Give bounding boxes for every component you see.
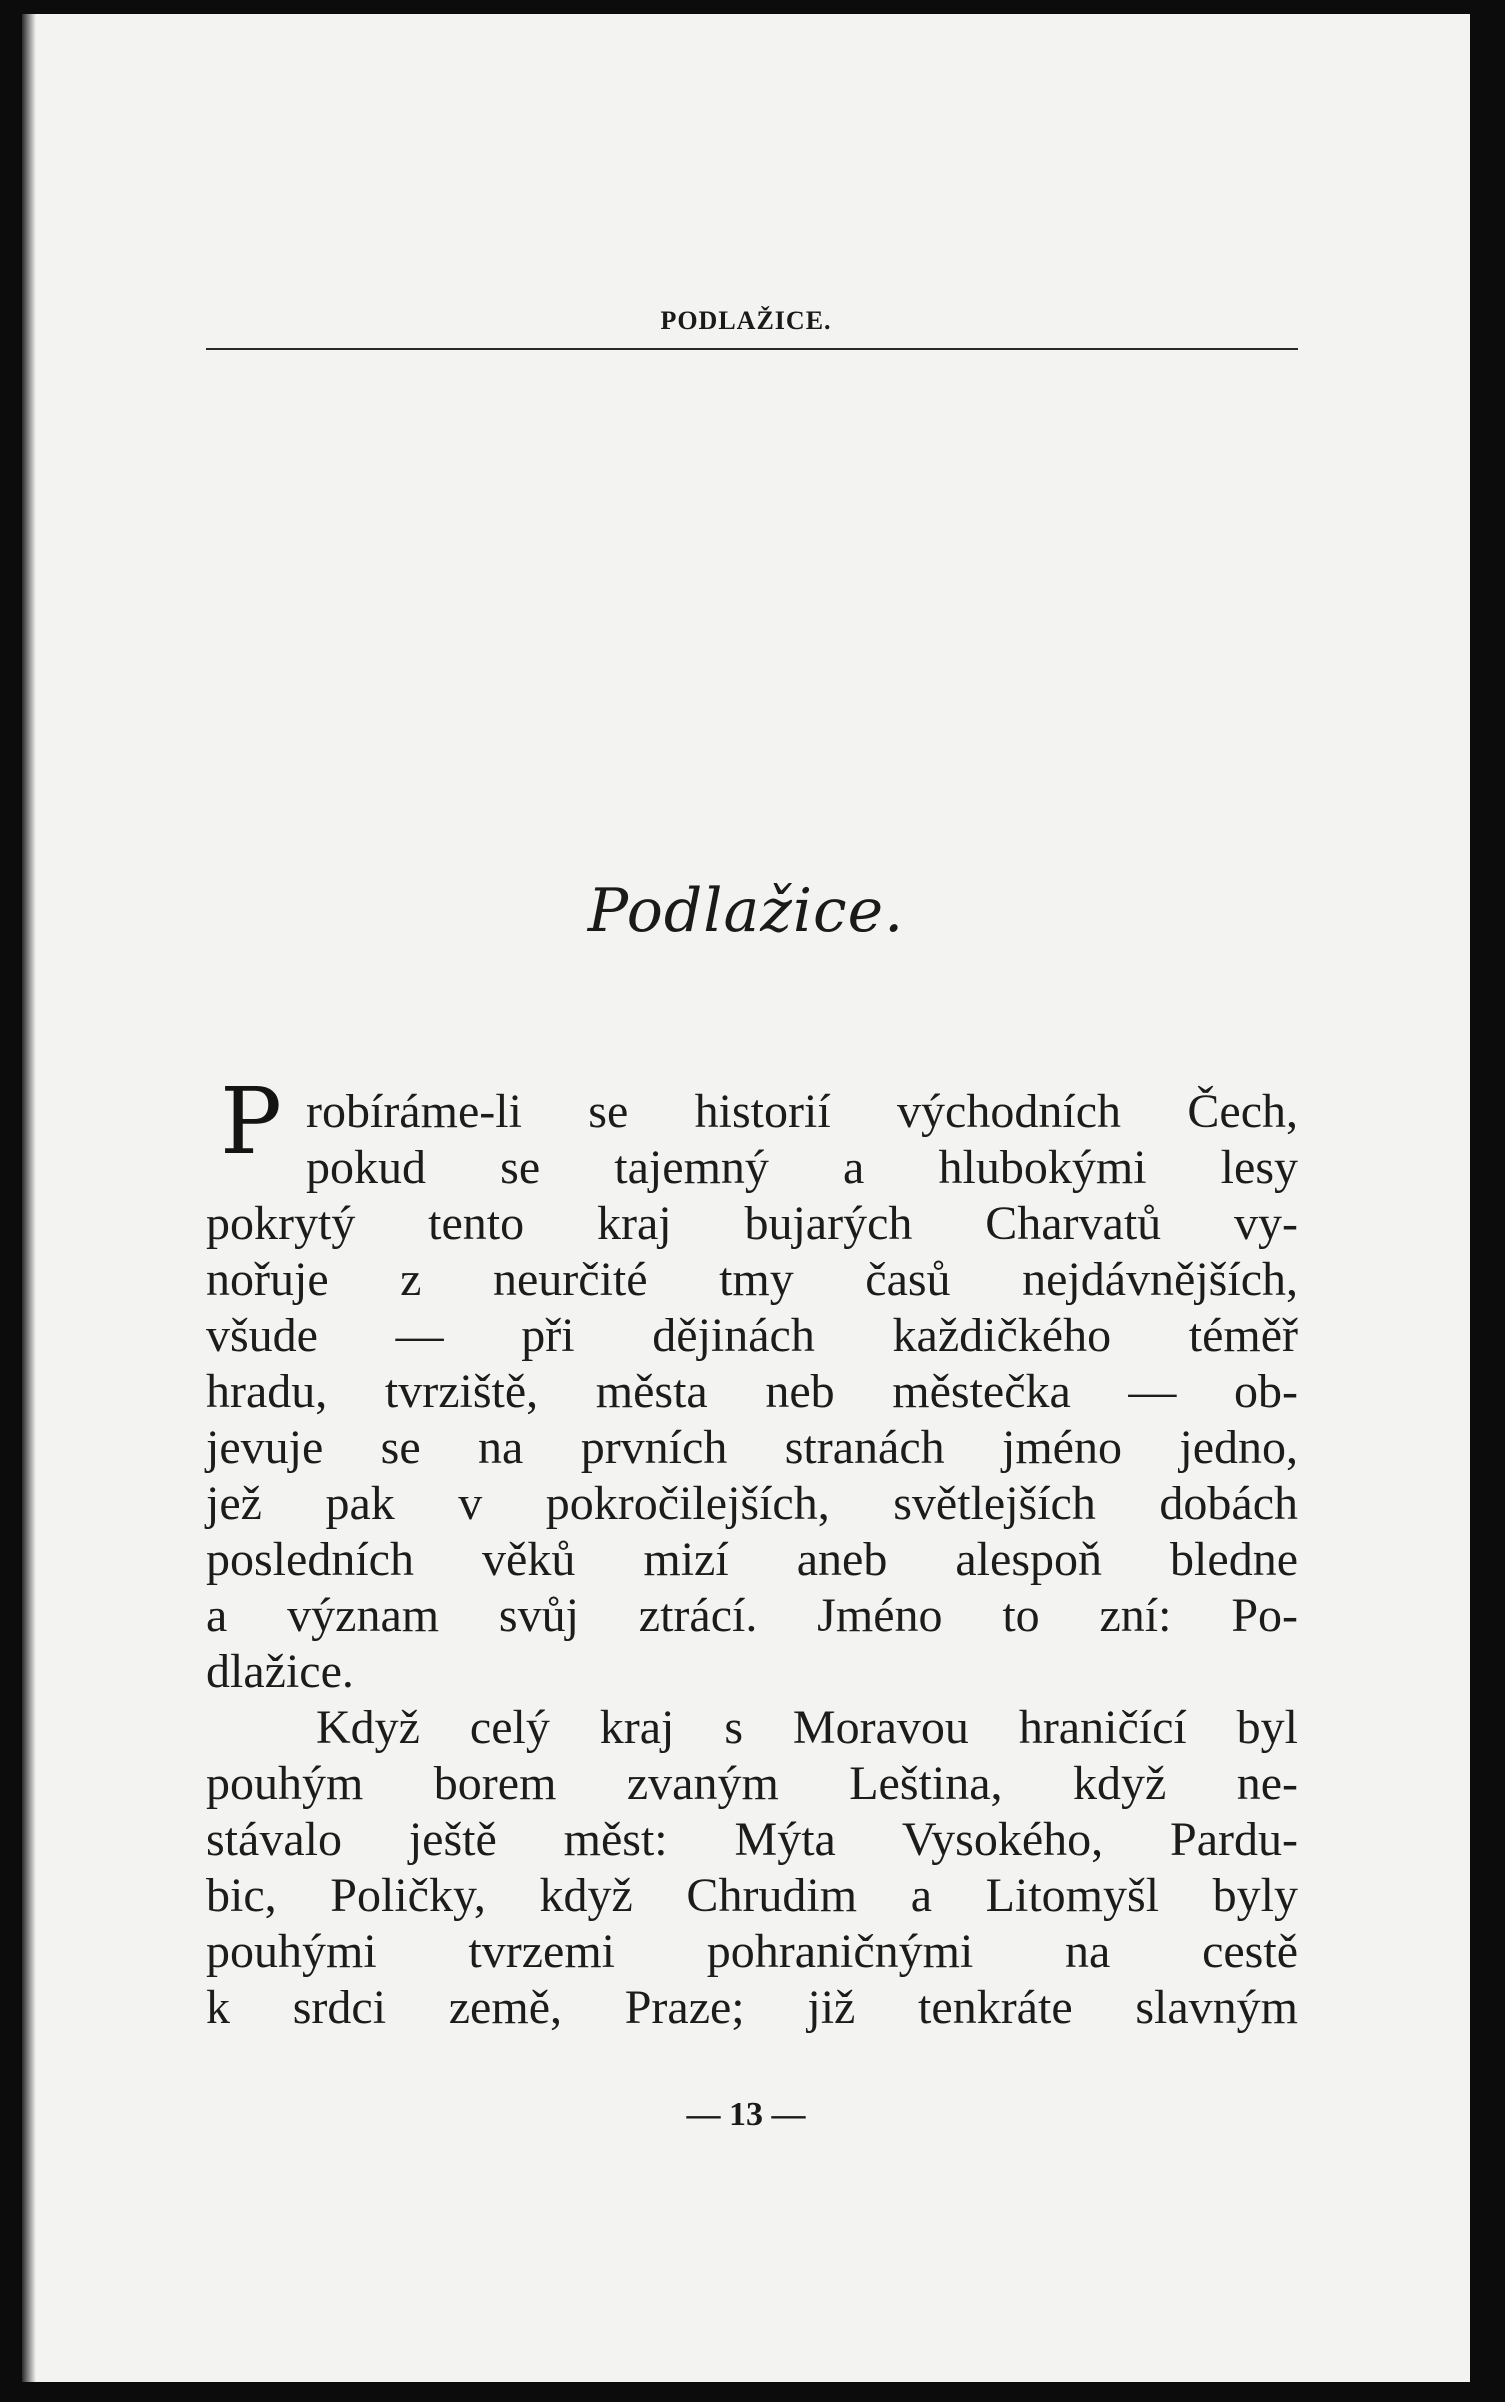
body-text bbox=[206, 1084, 1298, 2036]
drop-cap: P bbox=[220, 1068, 282, 1175]
chapter-title: Podlažice. bbox=[587, 876, 905, 946]
paragraph-2-line-2: pouhým borem zvaným Leština, když ne- bbox=[206, 1757, 1298, 1810]
paragraph-1-line-9: posledních věků mizí aneb alespoň bledne bbox=[206, 1533, 1298, 1586]
paragraph-2-line-6: k srdci země, Praze; již tenkráte slavným bbox=[206, 1981, 1298, 2034]
book-page bbox=[22, 14, 1470, 2382]
paragraph-1-line-1: robíráme-li se historií východních Čech, bbox=[306, 1085, 1298, 1138]
paragraph-1-line-5: všude — při dějinách každičkého téměř bbox=[206, 1309, 1298, 1362]
paragraph-1-line-11: dlažice. bbox=[206, 1645, 354, 1698]
paragraph-1-line-3: pokrytý tento kraj bujarých Charvatů vy- bbox=[206, 1197, 1298, 1250]
page-edge-shadow bbox=[22, 14, 36, 2382]
paragraph-2-line-1: Když celý kraj s Moravou hraničící byl bbox=[316, 1701, 1298, 1754]
paragraph-2-line-3: stávalo ještě měst: Mýta Vysokého, Pardu- bbox=[206, 1813, 1298, 1866]
paragraph-1-line-10: a význam svůj ztrácí. Jméno to zní: Po- bbox=[206, 1589, 1298, 1642]
header-rule bbox=[206, 348, 1298, 350]
paragraph-1-line-4: nořuje z neurčité tmy časů nejdávnějších, bbox=[206, 1253, 1298, 1306]
paragraph-1-line-7: jevuje se na prvních stranách jméno jedno, bbox=[206, 1421, 1298, 1474]
page-number: — 13 — bbox=[686, 2096, 806, 2133]
running-head: PODLAŽICE. bbox=[660, 306, 832, 335]
paragraph-1-line-6: hradu, tvrziště, města neb městečka — ob- bbox=[206, 1365, 1298, 1418]
paragraph-2-line-5: pouhými tvrzemi pohraničnými na cestě bbox=[206, 1925, 1298, 1978]
paragraph-1-line-2: pokud se tajemný a hlubokými lesy bbox=[306, 1141, 1298, 1194]
paragraph-2-line-4: bic, Poličky, když Chrudim a Litomyšl byly bbox=[206, 1869, 1298, 1922]
paragraph-1-line-8: jež pak v pokročilejších, světlejších dobách bbox=[206, 1477, 1298, 1530]
